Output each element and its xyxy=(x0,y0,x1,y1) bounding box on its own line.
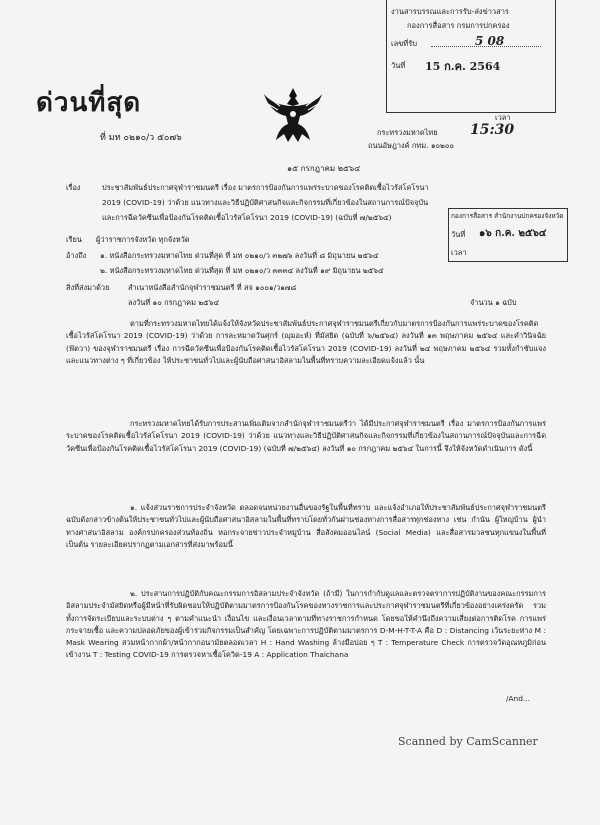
subject-line-3: และการฉีดวัคซีนเพื่อป้องกันโรคติดเชื้อไวรัสโคโรนา 2019 (COVID-19) (ฉบับที่ ๗/๒๕๖๔) xyxy=(102,213,392,222)
urgent-label: ด่วนที่สุด xyxy=(36,88,142,118)
to-value: ผู้ว่าราชการจังหวัด ทุกจังหวัด xyxy=(96,235,190,244)
document-number: ที่ มท ๐๒๑๐/ว ๕๐๗๖ xyxy=(100,133,182,143)
stamp-date-label: วันที่ xyxy=(391,61,406,70)
body-paragraph-2: กระทรวงมหาดไทยได้รับการประสานเพิ่มเติมจากสำนักจุฬาราชมนตรีว่า ได้มีประกาศจุฬาราชมนตรี เรื่อง มาตรการป้องกันการแพร่ระบาดของโรคติดเชื้อไวรัสโคโรนา 2019 (COVID-19) ว่าด้วย แนวทางและวิธีปฏิบัติศาสนกิจและกิจกรรมที่เกี่ยวข้องในสถานการณ์ปัจจุบันและการฉีดวัคซีนเพื่อป้องกันโรคติดเชื้อไวรัสโคโรนา 2019 (COVID-19) (ฉบับที่ ๗/๒๕๖๔) ลงวันที่ ๑๐ กรกฎาคม ๒๕๖๔ ในการนี้ จึงให้จังหวัดดำเนินการ ดังนี้ xyxy=(66,419,546,453)
ministry-address-line-2: ถนนอัษฎางค์ กทม. ๑๐๒๐๐ xyxy=(368,141,454,150)
provincial-stamp-line-1: กองการสื่อสาร สำนักงานปกครองจังหวัด xyxy=(451,212,564,220)
receipt-stamp xyxy=(386,0,556,113)
body-paragraph-1: ตามที่กระทรวงมหาดไทยได้แจ้งให้จังหวัดประชาสัมพันธ์ประกาศจุฬาราชมนตรีเกี่ยวกับมาตรการป้องกันการแพร่ระบาดของโรคติดเชื้อไวรัสโคโรนา 2019 (COVID-19) ว่าด้วย การละหมาดวันศุกร์ (ญุมอะห์) ที่มัสยิด (ฉบับที่ ๖/๒๕๖๔) ลงวันที่ ๑๓ พฤษภาคม ๒๕๖๔ และคำวินิจฉัย (ฟัตวา) ของจุฬาราชมนตรี เรื่อง การฉีดวัคซีนเพื่อป้องกันโรคติดเชื้อไวรัสโคโรนา 2019 (COVID-19) ลงวันที่ ๒๔ พฤษภาคม ๒๕๖๔ รวมทั้งกำชับแจงและแนวทางต่าง ๆ ที่เกี่ยวข้อง ให้ประชาชนทั่วไปและผู้นับถือศาสนาอิสลามในพื้นที่ทราบความละเอียดแจ้งแล้ว นั้น xyxy=(66,319,546,365)
reference-item: ๒. หนังสือกระทรวงมหาดไทย ด่วนที่สุด ที่ มท ๐๒๑๐/ว ๓๓๓๔ ลงวันที่ ๑๙ มิถุนายน ๒๕๖๔ xyxy=(100,266,384,275)
stamp-line-1: งานสารบรรณและการรับ-ส่งข่าวสาร xyxy=(391,7,509,16)
subject-label: เรื่อง xyxy=(66,183,81,192)
enclosure-count: จำนวน ๑ ฉบับ xyxy=(470,298,517,307)
provincial-stamp-time-label: เวลา xyxy=(451,248,467,257)
reference-item: ๑. หนังสือกระทรวงมหาดไทย ด่วนที่สุด ที่ มท ๐๒๑๐/ว ๓๒๗๖ ลงวันที่ ๘ มิถุนายน ๒๕๖๔ xyxy=(100,251,379,260)
garuda-emblem-icon xyxy=(262,84,324,146)
reference-label: อ้างถึง xyxy=(66,251,87,260)
body-paragraph-3: ๑. แจ้งส่วนราชการประจำจังหวัด ตลอดจนหน่วยงานอื่นของรัฐในพื้นที่ทราบ และแจ้งอำเภอให้ประชาสัมพันธ์ประกาศจุฬาราชมนตรีฉบับดังกล่าวข้างต้นให้ประชาชนทั่วไปและผู้นับถือศาสนาอิสลามในพื้นที่ทราบโดยทั่วกันผ่านช่องทางการสื่อสารทุกช่องทาง เช่น กำนัน ผู้ใหญ่บ้าน ผู้นำทางศาสนาอิสลาม องค์กรปกครองส่วนท้องถิ่น หอกระจายข่าวประจำหมู่บ้าน สื่อสังคมออนไลน์ (Social Media) และสื่อสารมวลชนทุกแขนงในพื้นที่ เป็นต้น รายละเอียดปรากฏตามเอกสารที่ส่งมาพร้อมนี้ xyxy=(66,503,546,549)
subject-line-2: 2019 (COVID-19) ว่าด้วย แนวทางและวิธีปฏิบัติศาสนกิจและกิจกรรมที่เกี่ยวข้องในสถานการณ์ปัจจุบัน xyxy=(102,198,429,207)
document-date: ๑๕ กรกฎาคม ๒๕๖๔ xyxy=(287,164,361,173)
provincial-receipt-stamp xyxy=(448,208,568,262)
provincial-stamp-date-label: วันที่ xyxy=(451,230,466,239)
to-label: เรียน xyxy=(66,235,82,244)
subject-line-1: ประชาสัมพันธ์ประกาศจุฬาราชมนตรี เรื่อง มาตรการป้องกันการแพร่ระบาดของโรคติดเชื้อไวรัสโคโรนา xyxy=(102,183,429,192)
stamp-line-2: กองการสื่อสาร กรมการปกครอง xyxy=(407,21,510,30)
scanner-watermark: Scanned by CamScanner xyxy=(398,735,538,748)
continuation-mark: /And... xyxy=(506,694,530,703)
enclosure-line-2: ลงวันที่ ๑๐ กรกฎาคม ๒๕๖๔ xyxy=(128,298,220,307)
stamp-time-value: 15:30 xyxy=(470,122,515,138)
stamp-date-value: 15 ก.ค. 2564 xyxy=(425,60,501,73)
stamp-time-label: เวลา xyxy=(495,113,511,122)
body-paragraph-4: ๒. ประสานการปฏิบัติกับคณะกรรมการอิสลามประจำจังหวัด (ถ้ามี) ในการกำกับดูแลและตรวจตราการปฏิบัติงานของคณะกรรมการอิสลามประจำมัสยิดหรือผู้มีหน้าที่รับผิดชอบให้ปฏิบัติตามมาตรการป้องกันโรคของทางราชการและประกาศจุฬาราชมนตรีที่เกี่ยวข้องอย่างเคร่งครัด รวมทั้งการจัดระเบียบและระบบต่าง ๆ ตามคำแนะนำ เงื่อนไข และเงื่อนเวลาตามที่ทางราชการกำหนด โดยขอให้คำนึงถึงความเสี่ยงต่อการติดโรค การแพร่กระจายเชื้อ และความปลอดภัยของผู้เข้าร่วมกิจกรรมเป็นสำคัญ โดยเฉพาะการปฏิบัติตามมาตรการ D-M-H-T-T-A คือ D : Distancing เว้นระยะห่าง M : Mask Wearing สวมหน้ากากผ้า/หน้ากากอนามัยตลอดเวลา H : Hand Washing ล้างมือบ่อย ๆ T : Temperature Check การตรวจวัดอุณหภูมิก่อนเข้างาน T : Testing COVID-19 การตรวจหาเชื้อโควิด-19 A : Application Thaichana xyxy=(66,589,546,660)
ministry-address-line-1: กระทรวงมหาดไทย xyxy=(377,128,438,137)
stamp-receipt-label: เลขที่รับ xyxy=(391,39,418,48)
enclosure-line-1: สำเนาหนังสือสำนักจุฬาราชมนตรี ที่ สจ ๑๐๐๑/ว๑๗๘ xyxy=(128,283,297,292)
provincial-stamp-date-value: ๑๖ ก.ค. ๒๕๖๔ xyxy=(479,228,547,239)
enclosure-label: สิ่งที่ส่งมาด้วย xyxy=(66,283,110,292)
stamp-receipt-value: 5 08 xyxy=(475,34,505,48)
